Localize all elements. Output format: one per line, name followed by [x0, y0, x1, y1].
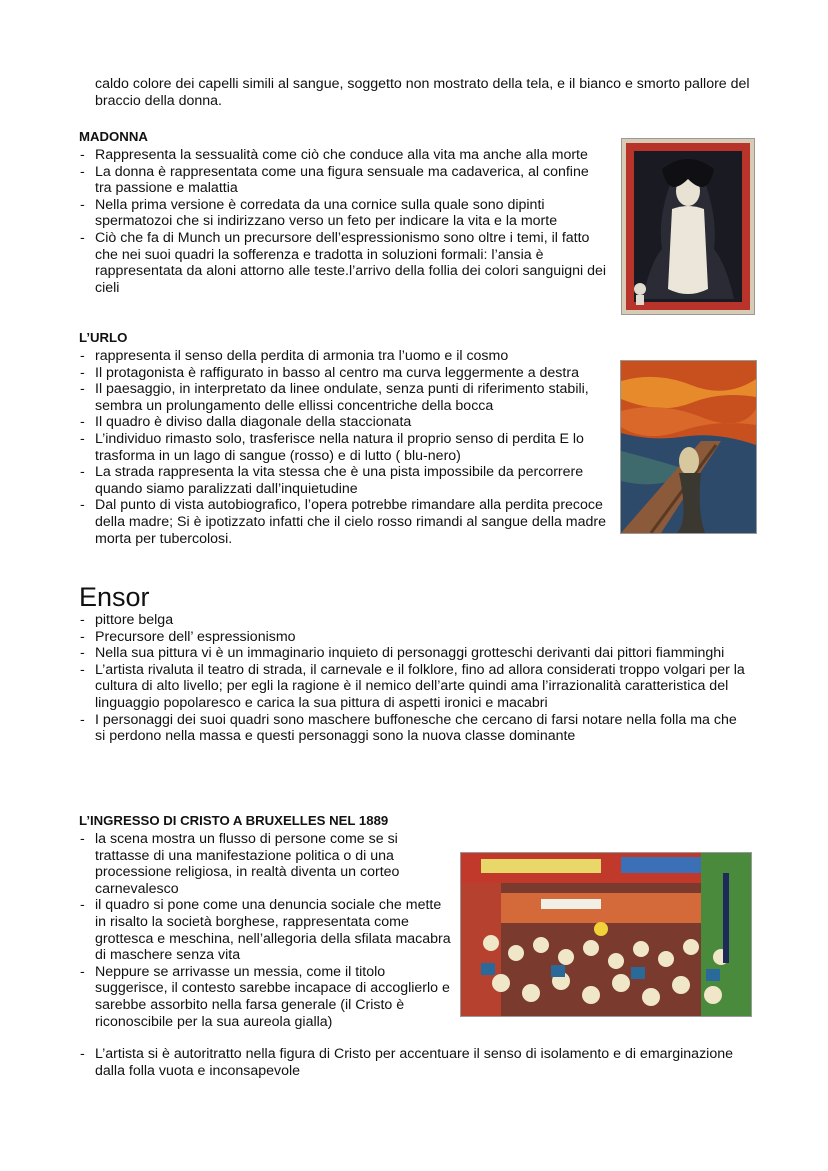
list-item: - Ciò che fa di Munch un precursore dell’espressionismo sono oltre i temi, il fatto che nei suoi quadri la sofferenza e tradotta in soluzioni formali: l’ansia è rappresentata da aloni attorno alle teste.l’arrivo della follia dei colori sanguigni dei cieli [79, 230, 609, 296]
list-item: - la scena mostra un flusso di persone come se si trattasse di una manifestazione politica o di una processione religiosa, in realtà diventa un corteo carnevalesco [79, 831, 451, 897]
urlo-heading: L’URLO [79, 330, 128, 345]
cristo-painting-image [460, 852, 752, 1017]
list-item: - Il protagonista è raffigurato in basso al centro ma curva leggermente a destra [79, 365, 609, 382]
intro-paragraph: caldo colore dei capelli simili al sangue, soggetto non mostrato della tela, e il bianco e smorto pallore del braccio della donna. [95, 76, 750, 109]
list-item: - L’artista rivaluta il teatro di strada, il carnevale e il folklore, fino ad allora considerati troppo volgari per la cultura di alto livello; per egli la ragione è il nemico dell’arte quindi ama l’irrazionalità caratteristica del linguaggio popolaresco e carica la sua pittura di aspetti ironici e macabri [79, 662, 747, 712]
list-item: - Nella prima versione è corredata da una cornice sulla quale sono dipinti spermatozoi che si indirizzano verso un feto per indicare la vita e la morte [79, 197, 609, 230]
ensor-list [79, 612, 747, 745]
urlo-painting-image [620, 360, 757, 534]
list-item: - Il paesaggio, in interpretato da linee ondulate, senza punti di riferimento stabili, sembra un prolungamento delle ellissi concentriche della bocca [79, 381, 609, 414]
madonna-list [79, 147, 609, 296]
list-item: - Il quadro è diviso dalla diagonale della staccionata [79, 414, 609, 431]
list-item: - pittore belga [79, 612, 747, 629]
cristo-list [79, 831, 451, 1030]
list-item: - L’artista si è autoritratto nella figura di Cristo per accentuare il senso di isolamento e di emarginazione dalla folla vuota e inconsapevole [79, 1046, 747, 1079]
madonna-heading: MADONNA [79, 129, 148, 144]
list-item: - La strada rappresenta la vita stessa che è una pista impossibile da percorrere quando siamo paralizzati dall’inquietudine [79, 464, 609, 497]
cristo-section [79, 813, 451, 1030]
list-item: - Dal punto di vista autobiografico, l’opera potrebbe rimandare alla perdita precoce della madre; Si è ipotizzato infatti che il cielo rosso rimandi al sangue della madre morta per tubercolosi. [79, 497, 609, 547]
list-item: - La donna è rappresentata come una figura sensuale ma cadaverica, al confine tra passione e malattia [79, 164, 609, 197]
list-item: - Nella sua pittura vi è un immaginario inquieto di personaggi grotteschi derivanti dai pittori fiamminghi [79, 645, 747, 662]
list-item: - Precursore dell’ espressionismo [79, 629, 747, 646]
madonna-painting-image [621, 138, 755, 315]
ensor-section [79, 582, 747, 745]
urlo-list [79, 348, 609, 547]
list-item: - I personaggi dei suoi quadri sono maschere buffonesche che cercano di farsi notare nella folla ma che si perdono nella massa e questi personaggi sono la nuova classe dominante [79, 712, 747, 745]
urlo-section [79, 330, 609, 547]
madonna-section [79, 129, 609, 296]
ensor-heading: Ensor [79, 582, 150, 612]
cristo-last-item [79, 1046, 747, 1079]
cristo-heading: L’INGRESSO DI CRISTO A BRUXELLES NEL 1889 [79, 813, 389, 828]
list-item: - Neppure se arrivasse un messia, come il titolo suggerisce, il contesto sarebbe incapace di accoglierlo e sarebbe assorbito nella farsa generale (il Cristo è riconoscibile per la sua aureola gialla) [79, 964, 451, 1030]
list-item: - rappresenta il senso della perdita di armonia tra l’uomo e il cosmo [79, 348, 609, 365]
list-item: - il quadro si pone come una denuncia sociale che mette in risalto la società borghese, rappresentata come grottesca e meschina, nell’allegoria della sfilata macabra di maschere senza vita [79, 897, 451, 963]
list-item: - Rappresenta la sessualità come ciò che conduce alla vita ma anche alla morte [79, 147, 609, 164]
list-item: - L’individuo rimasto solo, trasferisce nella natura il proprio senso di perdita E lo trasforma in un lago di sangue (rosso) e di lutto ( blu-nero) [79, 431, 609, 464]
